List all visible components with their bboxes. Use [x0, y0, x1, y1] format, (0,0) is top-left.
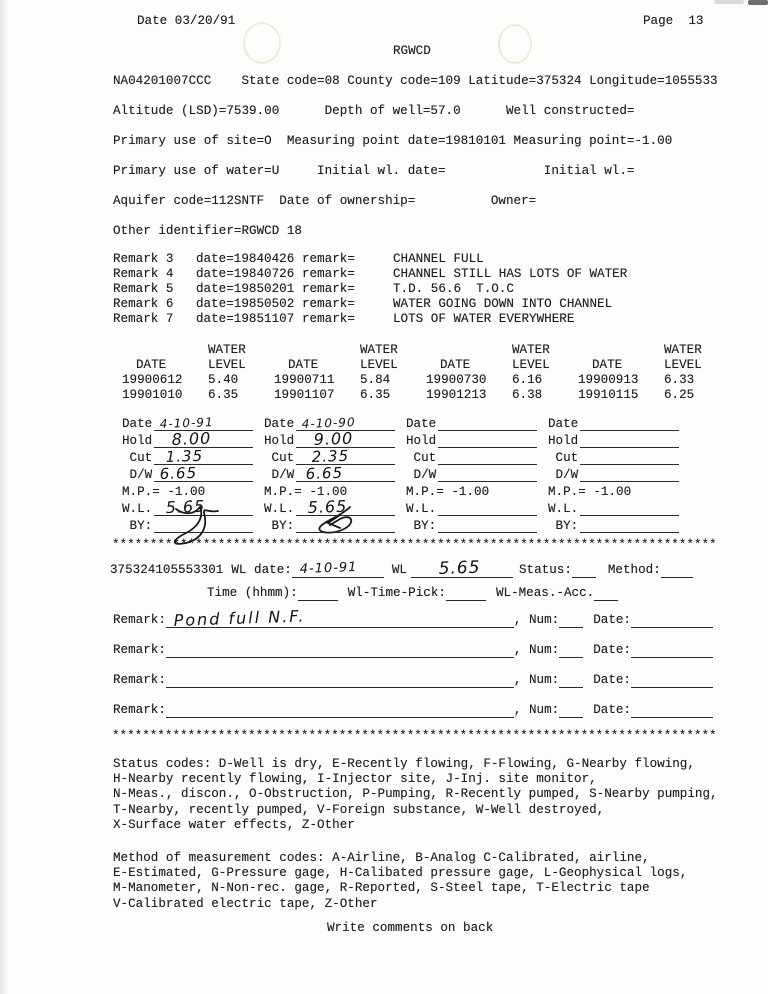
level-cell: 6.38 — [512, 388, 543, 402]
remark-line — [166, 606, 514, 630]
remark-log-eq: remark= — [302, 252, 355, 266]
handwritten-wl: 5.65 — [307, 496, 348, 517]
dw-line — [438, 468, 537, 482]
remark-log-row — [113, 267, 627, 282]
mp-label: M.P.= -1.00 — [548, 485, 632, 499]
method-blank — [661, 564, 693, 578]
dw-label: D/W — [122, 468, 153, 482]
level-cell: 6.16 — [512, 373, 543, 387]
cut-line — [154, 446, 253, 466]
method-codes-line: V-Calibrated electric tape, Z-Other — [113, 896, 378, 911]
info-line-aquifer: Aquifer code=112SNTF Date of ownership= Owner= — [113, 194, 537, 208]
date-cell: 19901107 — [274, 388, 335, 402]
handwritten-date: 4-10-90 — [301, 415, 357, 431]
remark-log-eq: remark= — [302, 312, 355, 326]
remark-log-eq: remark= — [302, 282, 355, 296]
date-line — [438, 417, 537, 431]
date-cell: 19900612 — [122, 373, 183, 387]
water-header: WATER — [512, 343, 550, 357]
dw-line — [580, 468, 679, 482]
site-id: 375324105553301 — [110, 563, 224, 577]
meas-acc-blank — [594, 587, 618, 601]
page-number: Page 13 — [643, 14, 704, 28]
remark-log-label: Remark 6 — [113, 297, 174, 311]
wl-label: WL — [391, 563, 407, 577]
date-header: DATE — [288, 358, 319, 372]
remark-log-date: date=19850502 — [196, 297, 295, 311]
field-card — [122, 414, 253, 533]
card-date-row — [548, 414, 679, 431]
remark-log-date: date=19851107 — [196, 312, 295, 326]
status-label: Status: — [518, 563, 572, 577]
date-header: DATE — [136, 358, 167, 372]
remark-log-row — [113, 297, 627, 312]
hold-label: Hold — [548, 434, 579, 448]
remark-log-date: date=19840726 — [196, 267, 295, 281]
by-line — [438, 519, 537, 533]
handwritten-dw: 6.65 — [305, 463, 344, 483]
hold-label: Hold — [122, 434, 153, 448]
handwritten-date: 4-10-91 — [159, 415, 215, 431]
by-label: BY: — [122, 519, 153, 533]
card-date-row — [406, 414, 537, 431]
remark-log-eq: remark= — [302, 297, 355, 311]
remark-row — [113, 699, 713, 718]
method-codes-line: M-Manometer, N-Non-rec. gage, R-Reported, S-Steel tape, T-Electric tape — [113, 881, 650, 896]
punch-hole-mark — [498, 24, 532, 64]
handwritten-hold: 8.00 — [171, 428, 212, 449]
card-by-row — [122, 516, 253, 533]
card-cut-row — [406, 448, 537, 465]
water-table-group — [426, 343, 578, 403]
time-pick-blank — [446, 587, 486, 601]
water-table-group — [122, 343, 274, 403]
remark-log-text: LOTS OF WATER EVERYWHERE — [393, 312, 575, 326]
level-cell: 6.35 — [360, 388, 391, 402]
wl-label: W.L. — [406, 502, 437, 516]
water-header: WATER — [360, 343, 398, 357]
card-wl-row — [406, 499, 537, 516]
time-entry-line — [207, 583, 618, 601]
card-cut-row — [264, 448, 395, 465]
punch-hole-mark — [243, 22, 281, 64]
status-codes-line: X-Surface water effects, Z-Other — [113, 817, 355, 832]
card-cut-row — [122, 448, 253, 465]
cut-label: Cut — [406, 451, 437, 465]
hold-label: Hold — [406, 434, 437, 448]
wl-label: W.L. — [548, 502, 579, 516]
date-header: DATE — [592, 358, 623, 372]
meas-acc-label: WL-Meas.-Acc. — [495, 586, 595, 600]
date-cell: 19900711 — [274, 373, 335, 387]
card-mp-row — [548, 482, 679, 499]
level-cell: 6.35 — [208, 388, 239, 402]
by-label: BY: — [548, 519, 579, 533]
field-card — [548, 414, 679, 533]
hold-line — [580, 434, 679, 448]
scan-edge-shadow — [0, 0, 9, 994]
handwritten-remark: Pond full N.F. — [173, 606, 306, 630]
info-line-altitude: Altitude (LSD)=7539.00 Depth of well=57.0 Well constructed= — [113, 104, 635, 118]
dw-label: D/W — [264, 468, 295, 482]
num-label: , Num: — [513, 643, 560, 657]
card-by-row — [406, 516, 537, 533]
level-header: LEVEL — [208, 358, 246, 372]
card-hold-row — [406, 431, 537, 448]
field-measurement-cards — [122, 414, 679, 533]
water-table-group — [578, 343, 730, 403]
doc-title: RGWCD — [393, 44, 431, 58]
water-table-group — [274, 343, 426, 403]
cut-line — [296, 446, 395, 466]
card-hold-row — [264, 428, 395, 449]
date-cell: 19901010 — [122, 388, 183, 402]
date-cell: 19900913 — [578, 373, 639, 387]
num-blank — [559, 704, 583, 718]
field-card — [406, 414, 537, 533]
level-header: LEVEL — [664, 358, 702, 372]
method-label: Method: — [607, 563, 661, 577]
remark-row — [113, 669, 713, 688]
handwritten-cut: 2.35 — [311, 446, 350, 466]
remark-row — [113, 606, 713, 630]
wl-line — [438, 502, 537, 516]
water-header: WATER — [664, 343, 702, 357]
card-dw-row — [122, 465, 253, 482]
mp-label: M.P.= -1.00 — [264, 485, 348, 499]
wl-value-line — [411, 557, 513, 579]
date-header: DATE — [440, 358, 471, 372]
hold-line — [438, 434, 537, 448]
num-blank — [559, 614, 583, 628]
water-header: WATER — [208, 343, 246, 357]
date-label: Date — [122, 417, 153, 431]
dw-label: D/W — [548, 468, 579, 482]
info-line-station: NA04201007CCC State code=08 County code=109 Latitude=375324 Longitude=1055533 — [113, 74, 718, 88]
level-cell: 5.40 — [208, 373, 239, 387]
time-blank — [298, 587, 338, 601]
method-codes-paragraph — [113, 851, 687, 912]
status-codes-line: N-Meas., discon., O-Obstruction, P-Pumping, R-Recently pumped, S-Nearby pumping, — [113, 787, 718, 802]
status-blank — [572, 564, 596, 578]
remark-label: Remark: — [113, 613, 166, 627]
remark-log-label: Remark 3 — [113, 252, 174, 266]
remark-log-date: date=19850201 — [196, 282, 295, 296]
date-cell: 19901213 — [426, 388, 487, 402]
date-blank — [631, 614, 713, 628]
level-cell: 5.84 — [360, 373, 391, 387]
status-codes-line: H-Nearby recently flowing, I-Injector site, J-Inj. site monitor, — [113, 772, 597, 787]
cut-line — [438, 451, 537, 465]
status-codes-line: T-Nearby, recently pumped, V-Foreign substance, W-Well destroyed, — [113, 802, 605, 817]
remark-log-date: date=19840426 — [196, 252, 295, 266]
level-cell: 6.33 — [664, 373, 695, 387]
date-label: Date: — [593, 643, 631, 657]
mp-label: M.P.= -1.00 — [122, 485, 206, 499]
date-cell: 19900730 — [426, 373, 487, 387]
by-line — [580, 519, 679, 533]
field-card — [264, 414, 395, 533]
water-level-table — [122, 343, 730, 403]
num-blank — [559, 644, 583, 658]
remark-log-text: WATER GOING DOWN INTO CHANNEL — [393, 297, 613, 311]
handwritten-hold: 9.00 — [313, 428, 354, 449]
num-label: , Num: — [513, 613, 560, 627]
remark-label: Remark: — [113, 673, 166, 687]
remark-log-label: Remark 5 — [113, 282, 174, 296]
time-label: Time (hhmm): — [207, 586, 298, 600]
date-cell: 19910115 — [578, 388, 639, 402]
by-label: BY: — [406, 519, 437, 533]
date-blank — [631, 674, 713, 688]
remark-line — [166, 674, 514, 688]
remark-log-row — [113, 282, 627, 297]
wl-line — [580, 502, 679, 516]
info-line-water-use: Primary use of water=U Initial wl. date= Initial wl.= — [113, 164, 635, 178]
handwritten-cut: 1.35 — [165, 446, 204, 466]
card-dw-row — [264, 465, 395, 482]
asterisk-separator: ******************************************************************************** — [112, 538, 717, 552]
remark-label: Remark: — [113, 703, 166, 717]
method-codes-line: E-Estimated, G-Pressure gage, H-Calibated pressure gage, L-Geophysical logs, — [113, 866, 688, 881]
remark-log-row — [113, 312, 627, 327]
info-line-identifier: Other identifier=RGWCD 18 — [113, 224, 302, 238]
by-line — [296, 519, 395, 533]
dw-label: D/W — [406, 468, 437, 482]
info-line-site-use: Primary use of site=O Measuring point date=19810101 Measuring point=-1.00 — [113, 134, 673, 148]
date-line — [580, 417, 679, 431]
remark-log-text: CHANNEL FULL — [393, 252, 484, 266]
handwritten-wl-value: 5.65 — [438, 557, 481, 579]
date-blank — [631, 644, 713, 658]
dw-line — [296, 463, 395, 483]
card-mp-row — [406, 482, 537, 499]
scan-smudge — [714, 0, 744, 4]
remark-log-row — [113, 252, 627, 267]
wl-label: W.L. — [264, 502, 295, 516]
remark-log-eq: remark= — [302, 267, 355, 281]
by-label: BY: — [264, 519, 295, 533]
mp-label: M.P.= -1.00 — [406, 485, 490, 499]
date-label: Date: — [593, 703, 631, 717]
asterisk-separator: ******************************************************************************** — [112, 729, 717, 743]
date-label: Date — [264, 417, 295, 431]
remark-log-text: T.D. 56.6 T.O.C — [393, 282, 514, 296]
num-blank — [559, 674, 583, 688]
cut-line — [580, 451, 679, 465]
date-blank — [631, 704, 713, 718]
wl-label: W.L. — [122, 502, 153, 516]
method-codes-line: Method of measurement codes: A-Airline, B-Analog C-Calibrated, airline, — [113, 851, 650, 865]
date-label: Date — [406, 417, 437, 431]
cut-label: Cut — [548, 451, 579, 465]
status-codes-line: Status codes: D-Well is dry, E-Recently flowing, F-Flowing, G-Nearby flowing, — [113, 757, 695, 771]
remark-log-label: Remark 4 — [113, 267, 174, 281]
status-codes-paragraph — [113, 757, 718, 833]
header-date-label: Date 03/20/91 — [137, 14, 236, 28]
wl-entry-line — [110, 558, 693, 578]
card-dw-row — [548, 465, 679, 482]
handwritten-wl-date: 4-10-91 — [299, 559, 358, 577]
remark-row — [113, 639, 713, 658]
remark-line — [166, 704, 514, 718]
remark-log — [113, 252, 627, 327]
by-line — [154, 519, 253, 533]
dw-line — [154, 463, 253, 483]
date-label: Date — [548, 417, 579, 431]
time-pick-label: Wl-Time-Pick: — [347, 586, 446, 600]
wl-date-line — [292, 559, 384, 578]
handwritten-wl: 5.65 — [165, 496, 206, 517]
card-hold-row — [548, 431, 679, 448]
card-wl-row — [548, 499, 679, 516]
cut-label: Cut — [264, 451, 295, 465]
num-label: , Num: — [513, 703, 560, 717]
handwritten-dw: 6.65 — [159, 463, 198, 483]
level-header: LEVEL — [512, 358, 550, 372]
date-label: Date: — [593, 673, 631, 687]
card-dw-row — [406, 465, 537, 482]
cut-label: Cut — [122, 451, 153, 465]
card-by-row — [264, 516, 395, 533]
remark-line — [166, 644, 514, 658]
hold-label: Hold — [264, 434, 295, 448]
wl-date-label: WL date: — [231, 563, 292, 577]
level-header: LEVEL — [360, 358, 398, 372]
card-hold-row — [122, 428, 253, 449]
scan-smudge — [748, 0, 768, 5]
remark-log-label: Remark 7 — [113, 312, 174, 326]
level-cell: 6.25 — [664, 388, 695, 402]
date-label: Date: — [593, 613, 631, 627]
hold-line — [154, 428, 253, 449]
footer-note: Write comments on back — [327, 921, 494, 935]
num-label: , Num: — [513, 673, 560, 687]
card-by-row — [548, 516, 679, 533]
remark-label: Remark: — [113, 643, 166, 657]
remark-log-text: CHANNEL STILL HAS LOTS OF WATER — [393, 267, 628, 281]
card-cut-row — [548, 448, 679, 465]
